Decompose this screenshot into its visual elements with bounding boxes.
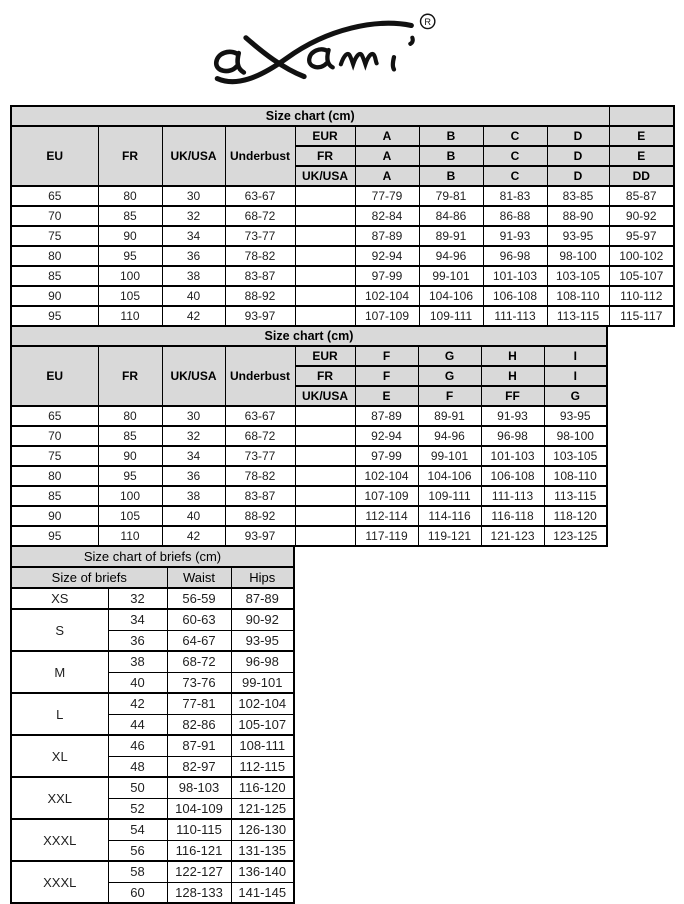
bust-range-cell: 92-94	[355, 426, 418, 446]
table3-title-row	[11, 546, 294, 567]
bust-range-cell: 81-83	[483, 186, 547, 206]
briefs-number-cell: 46	[108, 735, 167, 756]
hips-range-cell: 108-111	[231, 735, 294, 756]
bust-range-cell: 87-89	[355, 406, 418, 426]
bust-range-cell: 97-99	[355, 446, 418, 466]
eu-size-cell: 95	[11, 526, 98, 546]
underbust-range-cell: 68-72	[225, 206, 295, 226]
uk-usa-size-cell: 34	[162, 226, 225, 246]
hips-range-cell: 126-130	[231, 819, 294, 840]
cup-header: E	[355, 386, 418, 406]
uk-usa-size-cell: 40	[162, 286, 225, 306]
cup-header: E	[609, 146, 674, 166]
spacer-cell	[295, 206, 355, 226]
bust-range-cell: 113-115	[544, 486, 607, 506]
bust-range-cell: 111-113	[483, 306, 547, 326]
bust-range-cell: 97-99	[355, 266, 419, 286]
region-label-eur: EUR	[295, 346, 355, 366]
region-label-uk-usa: UK/USA	[295, 166, 355, 186]
region-label-fr: FR	[295, 366, 355, 386]
size-row	[11, 286, 674, 306]
waist-range-cell: 60-63	[167, 609, 231, 630]
bust-range-cell: 79-81	[419, 186, 483, 206]
waist-range-cell: 110-115	[167, 819, 231, 840]
region-label-eur: EUR	[295, 126, 355, 146]
fr-size-cell: 80	[98, 406, 162, 426]
briefs-row	[11, 693, 294, 714]
briefs-size-label-cell: XL	[11, 735, 108, 777]
hips-range-cell: 112-115	[231, 756, 294, 777]
uk-usa-size-cell: 36	[162, 246, 225, 266]
bust-range-cell: 99-101	[418, 446, 481, 466]
underbust-range-cell: 73-77	[225, 446, 295, 466]
bust-range-cell: 101-103	[483, 266, 547, 286]
bust-range-cell: 82-84	[355, 206, 419, 226]
table1-body	[11, 186, 674, 326]
underbust-range-cell: 93-97	[225, 526, 295, 546]
bust-range-cell: 103-105	[544, 446, 607, 466]
cup-header: I	[544, 366, 607, 386]
uk-usa-size-cell: 42	[162, 526, 225, 546]
underbust-range-cell: 93-97	[225, 306, 295, 326]
underbust-range-cell: 83-87	[225, 486, 295, 506]
briefs-number-cell: 36	[108, 630, 167, 651]
eu-size-cell: 85	[11, 486, 98, 506]
hips-range-cell: 96-98	[231, 651, 294, 672]
cup-header: I	[544, 346, 607, 366]
fr-size-cell: 85	[98, 206, 162, 226]
bust-range-cell: 100-102	[609, 246, 674, 266]
table2-title-row	[11, 326, 607, 346]
spacer-cell	[295, 186, 355, 206]
size-row	[11, 446, 607, 466]
fr-column-header: FR	[98, 346, 162, 406]
fr-size-cell: 105	[98, 506, 162, 526]
bust-range-cell: 93-95	[544, 406, 607, 426]
waist-range-cell: 128-133	[167, 882, 231, 903]
cup-header: G	[418, 346, 481, 366]
fr-size-cell: 100	[98, 486, 162, 506]
hips-range-cell: 136-140	[231, 861, 294, 882]
bust-range-cell: 101-103	[481, 446, 544, 466]
eu-size-cell: 70	[11, 426, 98, 446]
waist-header: Waist	[167, 567, 231, 588]
underbust-range-cell: 63-67	[225, 186, 295, 206]
briefs-size-label-cell: S	[11, 609, 108, 651]
eu-size-cell: 70	[11, 206, 98, 226]
cup-header: F	[418, 386, 481, 406]
bust-range-cell: 89-91	[419, 226, 483, 246]
cup-header: F	[355, 346, 418, 366]
cup-header: E	[609, 126, 674, 146]
briefs-number-cell: 32	[108, 588, 167, 609]
briefs-number-cell: 40	[108, 672, 167, 693]
bust-range-cell: 88-90	[547, 206, 609, 226]
hips-header: Hips	[231, 567, 294, 588]
bust-range-cell: 102-104	[355, 466, 418, 486]
bust-range-cell: 115-117	[609, 306, 674, 326]
cup-header: A	[355, 126, 419, 146]
bust-range-cell: 91-93	[481, 406, 544, 426]
size-row	[11, 226, 674, 246]
cup-header: C	[483, 146, 547, 166]
briefs-number-cell: 50	[108, 777, 167, 798]
cup-header: H	[481, 346, 544, 366]
cup-header: G	[418, 366, 481, 386]
bust-range-cell: 121-123	[481, 526, 544, 546]
size-row	[11, 246, 674, 266]
uk-usa-size-cell: 30	[162, 406, 225, 426]
spacer-cell	[295, 486, 355, 506]
spacer-cell	[295, 306, 355, 326]
bust-range-cell: 123-125	[544, 526, 607, 546]
briefs-row	[11, 819, 294, 840]
cup-header: D	[547, 166, 609, 186]
bust-range-cell: 85-87	[609, 186, 674, 206]
axami-logo-script	[203, 8, 443, 92]
bust-range-cell: 96-98	[481, 426, 544, 446]
bust-range-cell: 111-113	[481, 486, 544, 506]
bust-range-cell: 106-108	[483, 286, 547, 306]
size-row	[11, 266, 674, 286]
cup-header: D	[547, 146, 609, 166]
hips-range-cell: 105-107	[231, 714, 294, 735]
uk-usa-size-cell: 38	[162, 266, 225, 286]
cup-header: A	[355, 146, 419, 166]
bust-range-cell: 86-88	[483, 206, 547, 226]
table1-title: Size chart (cm)	[11, 106, 609, 126]
cup-header: C	[483, 166, 547, 186]
table2-title: Size chart (cm)	[11, 326, 607, 346]
bust-range-cell: 95-97	[609, 226, 674, 246]
bust-range-cell: 102-104	[355, 286, 419, 306]
briefs-number-cell: 54	[108, 819, 167, 840]
eu-size-cell: 65	[11, 186, 98, 206]
bust-range-cell: 90-92	[609, 206, 674, 226]
eu-size-cell: 75	[11, 226, 98, 246]
logo-letter-a2	[309, 49, 327, 67]
region-label-fr: FR	[295, 146, 355, 166]
spacer-cell	[295, 526, 355, 546]
briefs-size-header: Size of briefs	[11, 567, 167, 588]
bust-range-cell: 113-115	[547, 306, 609, 326]
underbust-range-cell: 88-92	[225, 506, 295, 526]
size-row	[11, 486, 607, 506]
fr-size-cell: 85	[98, 426, 162, 446]
bust-range-cell: 106-108	[481, 466, 544, 486]
size-row	[11, 426, 607, 446]
registered-mark-r: R	[424, 16, 432, 27]
logo-letter-a1	[216, 52, 237, 71]
logo-x-stroke	[246, 38, 304, 77]
table1-title-row	[11, 106, 674, 126]
fr-size-cell: 110	[98, 306, 162, 326]
briefs-size-label-cell: XXXL	[11, 861, 108, 903]
briefs-number-cell: 58	[108, 861, 167, 882]
bust-range-cell: 109-111	[419, 306, 483, 326]
cup-header: F	[355, 366, 418, 386]
table2-body	[11, 406, 607, 546]
size-chart-table-cups-f-i	[10, 325, 608, 547]
bust-range-cell: 83-85	[547, 186, 609, 206]
briefs-number-cell: 38	[108, 651, 167, 672]
cup-header: B	[419, 166, 483, 186]
waist-range-cell: 77-81	[167, 693, 231, 714]
uk-usa-size-cell: 30	[162, 186, 225, 206]
region-label-uk-usa: UK/USA	[295, 386, 355, 406]
bust-range-cell: 118-120	[544, 506, 607, 526]
size-chart-table-cups-a-e	[10, 105, 675, 327]
hips-range-cell: 87-89	[231, 588, 294, 609]
cup-header: B	[419, 146, 483, 166]
bust-range-cell: 99-101	[419, 266, 483, 286]
bust-range-cell: 112-114	[355, 506, 418, 526]
fr-size-cell: 110	[98, 526, 162, 546]
eu-size-cell: 75	[11, 446, 98, 466]
bust-range-cell: 77-79	[355, 186, 419, 206]
underbust-range-cell: 68-72	[225, 426, 295, 446]
waist-range-cell: 87-91	[167, 735, 231, 756]
underbust-range-cell: 83-87	[225, 266, 295, 286]
fr-size-cell: 90	[98, 446, 162, 466]
waist-range-cell: 82-97	[167, 756, 231, 777]
waist-range-cell: 104-109	[167, 798, 231, 819]
uk-usa-size-cell: 38	[162, 486, 225, 506]
uk-usa-size-cell: 36	[162, 466, 225, 486]
briefs-number-cell: 48	[108, 756, 167, 777]
briefs-number-cell: 60	[108, 882, 167, 903]
bust-range-cell: 103-105	[547, 266, 609, 286]
waist-range-cell: 68-72	[167, 651, 231, 672]
spacer-cell	[295, 246, 355, 266]
bust-range-cell: 109-111	[418, 486, 481, 506]
bust-range-cell: 107-109	[355, 306, 419, 326]
bust-range-cell: 96-98	[483, 246, 547, 266]
briefs-number-cell: 52	[108, 798, 167, 819]
table2-header-row-eur	[11, 346, 607, 366]
underbust-range-cell: 63-67	[225, 406, 295, 426]
spacer-cell	[295, 426, 355, 446]
table3-title: Size chart of briefs (cm)	[11, 546, 294, 567]
bust-range-cell: 104-106	[419, 286, 483, 306]
eu-size-cell: 80	[11, 466, 98, 486]
bust-range-cell: 94-96	[418, 426, 481, 446]
hips-range-cell: 131-135	[231, 840, 294, 861]
cup-header: DD	[609, 166, 674, 186]
size-chart-table-briefs	[10, 545, 295, 904]
table1-title-spacer	[609, 106, 674, 126]
bust-range-cell: 107-109	[355, 486, 418, 506]
briefs-number-cell: 42	[108, 693, 167, 714]
bust-range-cell: 119-121	[418, 526, 481, 546]
hips-range-cell: 116-120	[231, 777, 294, 798]
waist-range-cell: 116-121	[167, 840, 231, 861]
underbust-range-cell: 78-82	[225, 246, 295, 266]
briefs-number-cell: 56	[108, 840, 167, 861]
waist-range-cell: 56-59	[167, 588, 231, 609]
bust-range-cell: 110-112	[609, 286, 674, 306]
size-row	[11, 466, 607, 486]
cup-header: B	[419, 126, 483, 146]
spacer-cell	[295, 266, 355, 286]
bust-range-cell: 98-100	[544, 426, 607, 446]
uk-usa-column-header: UK/USA	[162, 346, 225, 406]
bust-range-cell: 104-106	[418, 466, 481, 486]
eu-column-header: EU	[11, 346, 98, 406]
briefs-row	[11, 777, 294, 798]
underbust-range-cell: 78-82	[225, 466, 295, 486]
cup-header: D	[547, 126, 609, 146]
eu-size-cell: 90	[11, 506, 98, 526]
hips-range-cell: 93-95	[231, 630, 294, 651]
cup-header: FF	[481, 386, 544, 406]
hips-range-cell: 90-92	[231, 609, 294, 630]
bust-range-cell: 92-94	[355, 246, 419, 266]
bust-range-cell: 105-107	[609, 266, 674, 286]
uk-usa-size-cell: 42	[162, 306, 225, 326]
briefs-size-label-cell: XXL	[11, 777, 108, 819]
size-row	[11, 506, 607, 526]
bust-range-cell: 84-86	[419, 206, 483, 226]
hips-range-cell: 99-101	[231, 672, 294, 693]
table1-header-row-eur	[11, 126, 674, 146]
briefs-size-label-cell: XS	[11, 588, 108, 609]
bust-range-cell: 108-110	[544, 466, 607, 486]
bust-range-cell: 89-91	[418, 406, 481, 426]
bust-range-cell: 117-119	[355, 526, 418, 546]
waist-range-cell: 73-76	[167, 672, 231, 693]
spacer-cell	[295, 506, 355, 526]
spacer-cell	[295, 446, 355, 466]
size-tables	[10, 105, 675, 904]
cup-header: A	[355, 166, 419, 186]
uk-usa-column-header: UK/USA	[162, 126, 225, 186]
waist-range-cell: 122-127	[167, 861, 231, 882]
uk-usa-size-cell: 40	[162, 506, 225, 526]
spacer-cell	[295, 406, 355, 426]
table3-header-row	[11, 567, 294, 588]
logo-letter-i	[393, 57, 394, 69]
size-row	[11, 186, 674, 206]
bust-range-cell: 98-100	[547, 246, 609, 266]
fr-size-cell: 105	[98, 286, 162, 306]
eu-size-cell: 95	[11, 306, 98, 326]
fr-size-cell: 80	[98, 186, 162, 206]
briefs-number-cell: 34	[108, 609, 167, 630]
briefs-row	[11, 735, 294, 756]
bust-range-cell: 94-96	[419, 246, 483, 266]
spacer-cell	[295, 226, 355, 246]
briefs-row	[11, 651, 294, 672]
eu-size-cell: 90	[11, 286, 98, 306]
hips-range-cell: 102-104	[231, 693, 294, 714]
eu-size-cell: 80	[11, 246, 98, 266]
waist-range-cell: 98-103	[167, 777, 231, 798]
fr-column-header: FR	[98, 126, 162, 186]
fr-size-cell: 90	[98, 226, 162, 246]
uk-usa-size-cell: 32	[162, 206, 225, 226]
cup-header: G	[544, 386, 607, 406]
uk-usa-size-cell: 32	[162, 426, 225, 446]
hips-range-cell: 121-125	[231, 798, 294, 819]
size-row	[11, 406, 607, 426]
size-row	[11, 306, 674, 326]
bust-range-cell: 108-110	[547, 286, 609, 306]
briefs-row	[11, 588, 294, 609]
bust-range-cell: 116-118	[481, 506, 544, 526]
eu-column-header: EU	[11, 126, 98, 186]
spacer-cell	[295, 466, 355, 486]
bust-range-cell: 87-89	[355, 226, 419, 246]
briefs-size-label-cell: XXXL	[11, 819, 108, 861]
bust-range-cell: 91-93	[483, 226, 547, 246]
eu-size-cell: 85	[11, 266, 98, 286]
hips-range-cell: 141-145	[231, 882, 294, 903]
briefs-number-cell: 44	[108, 714, 167, 735]
fr-size-cell: 100	[98, 266, 162, 286]
brand-logo	[203, 8, 443, 92]
briefs-size-label-cell: L	[11, 693, 108, 735]
fr-size-cell: 95	[98, 466, 162, 486]
table3-body	[11, 588, 294, 903]
size-row	[11, 526, 607, 546]
waist-range-cell: 64-67	[167, 630, 231, 651]
bust-range-cell: 93-95	[547, 226, 609, 246]
briefs-row	[11, 861, 294, 882]
spacer-cell	[295, 286, 355, 306]
underbust-column-header: Underbust	[225, 126, 295, 186]
underbust-range-cell: 88-92	[225, 286, 295, 306]
waist-range-cell: 82-86	[167, 714, 231, 735]
underbust-column-header: Underbust	[225, 346, 295, 406]
cup-header: H	[481, 366, 544, 386]
bust-range-cell: 114-116	[418, 506, 481, 526]
eu-size-cell: 65	[11, 406, 98, 426]
size-row	[11, 206, 674, 226]
underbust-range-cell: 73-77	[225, 226, 295, 246]
briefs-row	[11, 609, 294, 630]
logo-i-dot	[410, 38, 412, 44]
logo-letter-m	[341, 54, 377, 64]
cup-header: C	[483, 126, 547, 146]
briefs-size-label-cell: M	[11, 651, 108, 693]
uk-usa-size-cell: 34	[162, 446, 225, 466]
fr-size-cell: 95	[98, 246, 162, 266]
